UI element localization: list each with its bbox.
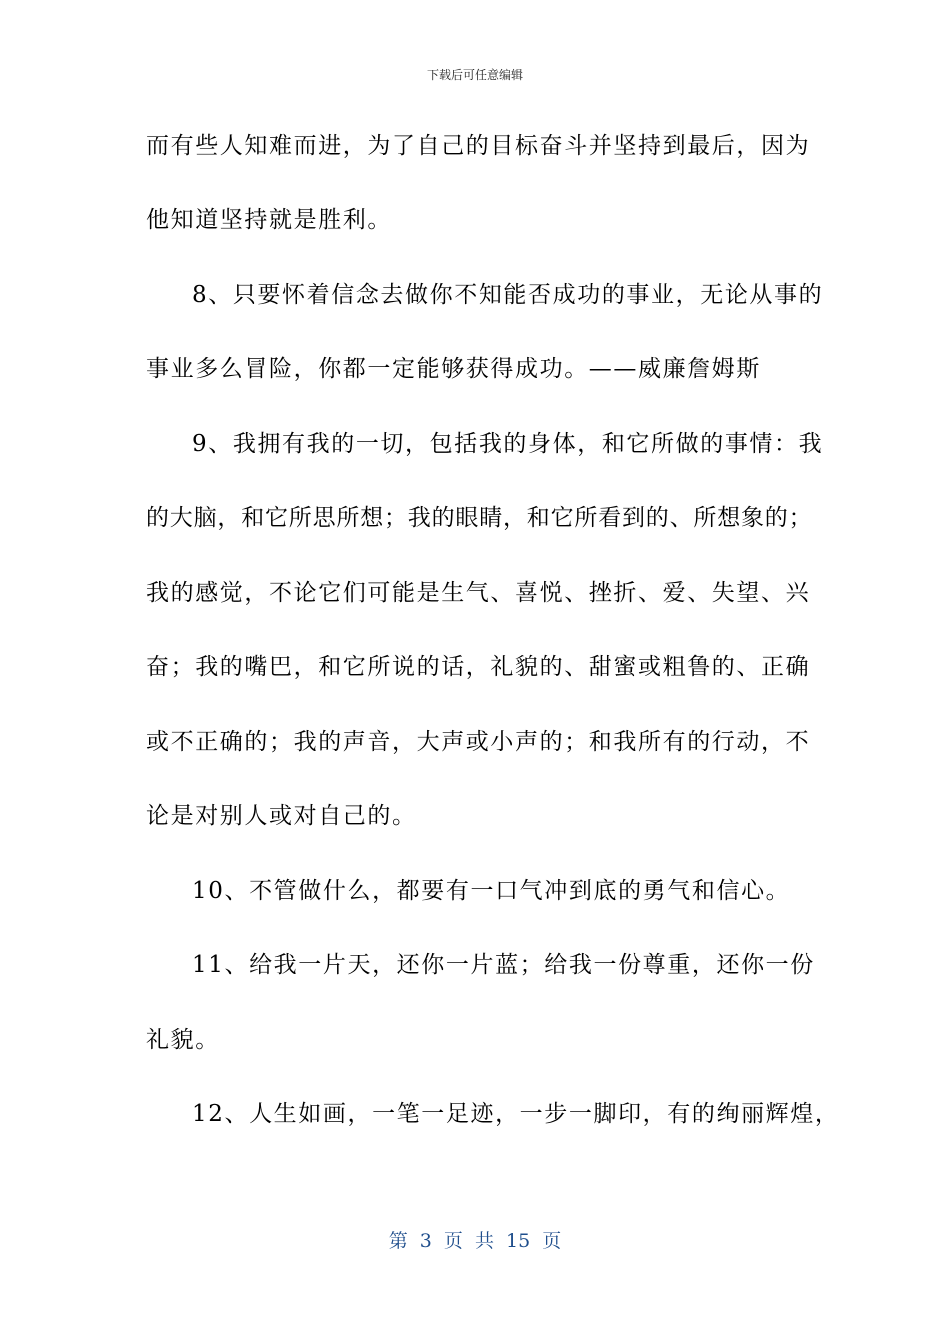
page-number-footer: 第 3 页 共 15 页 [388,1230,562,1252]
text-line: 或不正确的；我的声音，大声或小声的；和我所有的行动，不 [146,729,811,755]
text-line: 我的感觉，不论它们可能是生气、喜悦、挫折、爱、失望、兴 [146,580,811,606]
text-line: 而有些人知难而进，为了自己的目标奋斗并坚持到最后，因为 [146,133,811,159]
text-line: 12、人生如画，一笔一足迹，一步一脚印，有的绚丽辉煌， [192,1101,840,1127]
text-line: 礼貌。 [146,1027,220,1053]
text-line: 9、我拥有我的一切，包括我的身体，和它所做的事情：我 [192,431,824,457]
text-line: 奋；我的嘴巴，和它所说的话，礼貌的、甜蜜或粗鲁的、正确 [146,654,811,680]
text-line: 8、只要怀着信念去做你不知能否成功的事业，无论从事的 [192,282,824,308]
text-line: 11、给我一片天，还你一片蓝；给我一份尊重，还你一份 [192,952,815,978]
text-line: 事业多么冒险，你都一定能够获得成功。——威廉詹姆斯 [146,356,761,382]
text-line: 10、不管做什么，都要有一口气冲到底的勇气和信心。 [192,878,791,904]
text-line: 的大脑，和它所思所想；我的眼睛，和它所看到的、所想象的； [146,505,813,531]
text-line: 他知道坚持就是胜利。 [146,207,392,233]
text-line: 论是对别人或对自己的。 [146,803,417,829]
page-header: 下载后可任意编辑 [426,68,523,82]
